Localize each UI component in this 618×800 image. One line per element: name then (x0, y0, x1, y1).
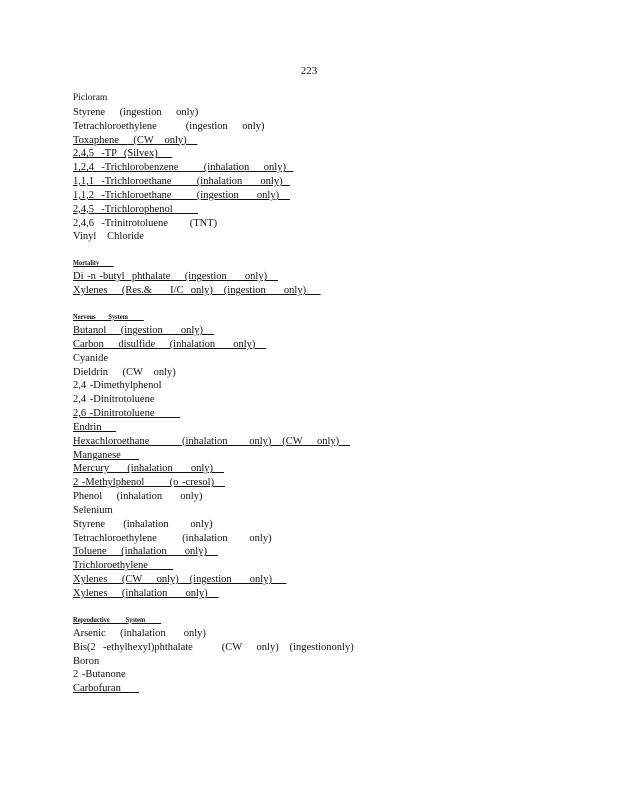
list-item: Hexachloroethane (inhalation only) (CW only) (73, 435, 351, 447)
list-item: 2 -Butanone (73, 669, 126, 681)
list-item: Xylenes (CW only) (ingestion only) (73, 574, 287, 586)
list-item: Manganese (73, 449, 139, 461)
section-2 (73, 312, 493, 601)
list-item: Styrene (inhalation only) (73, 518, 213, 530)
section-heading: Mortality (73, 258, 114, 268)
list-item: 2 -Methylphenol (o -cresol) (73, 477, 225, 489)
list-item: Carbon disulfide (inhalation only) (73, 338, 267, 350)
list-item: 2,4,5 -TP (Silvex) (73, 148, 173, 160)
section-1 (73, 258, 493, 298)
list-item: Trichloroethylene (73, 560, 174, 572)
list-item: Bis(2 -ethylhexyl)phthalate (CW only) (ingestiononly) (73, 641, 354, 653)
list-item: Carbofuran (73, 683, 139, 695)
list-item: Tetrachloroethylene (inhalation only) (73, 532, 272, 544)
list-item: Dieldrin (CW only) (73, 366, 176, 378)
list-item: 2,4,5 -Trichlorophenol (73, 203, 198, 215)
list-item: Toluene (inhalation only) (73, 546, 218, 558)
list-item: Cyanide (73, 352, 108, 364)
document-body (73, 92, 493, 696)
list-item: Di -n -butyl phthalate (ingestion only) (73, 271, 278, 283)
list-item: Mercury (inhalation only) (73, 463, 224, 475)
list-item: Xylenes (inhalation only) (73, 588, 219, 599)
list-item: 1,2,4 -Trichlorobenzene (inhalation only) (73, 162, 294, 174)
list-item: 2,4 -Dimethylphenol (73, 380, 162, 392)
list-item: Vinyl Chloride (73, 231, 144, 243)
list-item: 2,4,6 -Trinitrotoluene (TNT) (73, 217, 218, 229)
list-item: Picloram (73, 93, 108, 103)
list-item: Styrene (ingestion only) (73, 106, 199, 118)
list-item: 1,1,2 -Trichloroethane (ingestion only) (73, 189, 290, 201)
list-item: Selenium (73, 504, 113, 516)
section-0 (73, 92, 493, 244)
list-item: Endrin (73, 421, 117, 433)
list-item: Boron (73, 655, 100, 667)
section-heading: Nervous System (73, 311, 144, 321)
list-item: 2,4 -Dinitrotoluene (73, 394, 155, 406)
list-item: Arsenic (inhalation only) (73, 627, 206, 639)
list-item: Butanol (ingestion only) (73, 324, 214, 336)
list-item: Tetrachloroethylene (ingestion only) (73, 120, 265, 132)
page-number: 223 (300, 65, 318, 77)
list-item: Toxaphene (CW only) (73, 134, 198, 146)
list-item: Phenol (inhalation only) (73, 491, 203, 503)
section-3 (73, 615, 493, 696)
list-item: 2,6 -Dinitrotoluene (73, 408, 180, 420)
list-item: Xylenes (Res.& I/C only) (ingestion only) (73, 285, 321, 297)
section-heading: Reproductive System (73, 614, 162, 624)
list-item: 1,1,1 -Trichloroethane (inhalation only) (73, 176, 290, 188)
